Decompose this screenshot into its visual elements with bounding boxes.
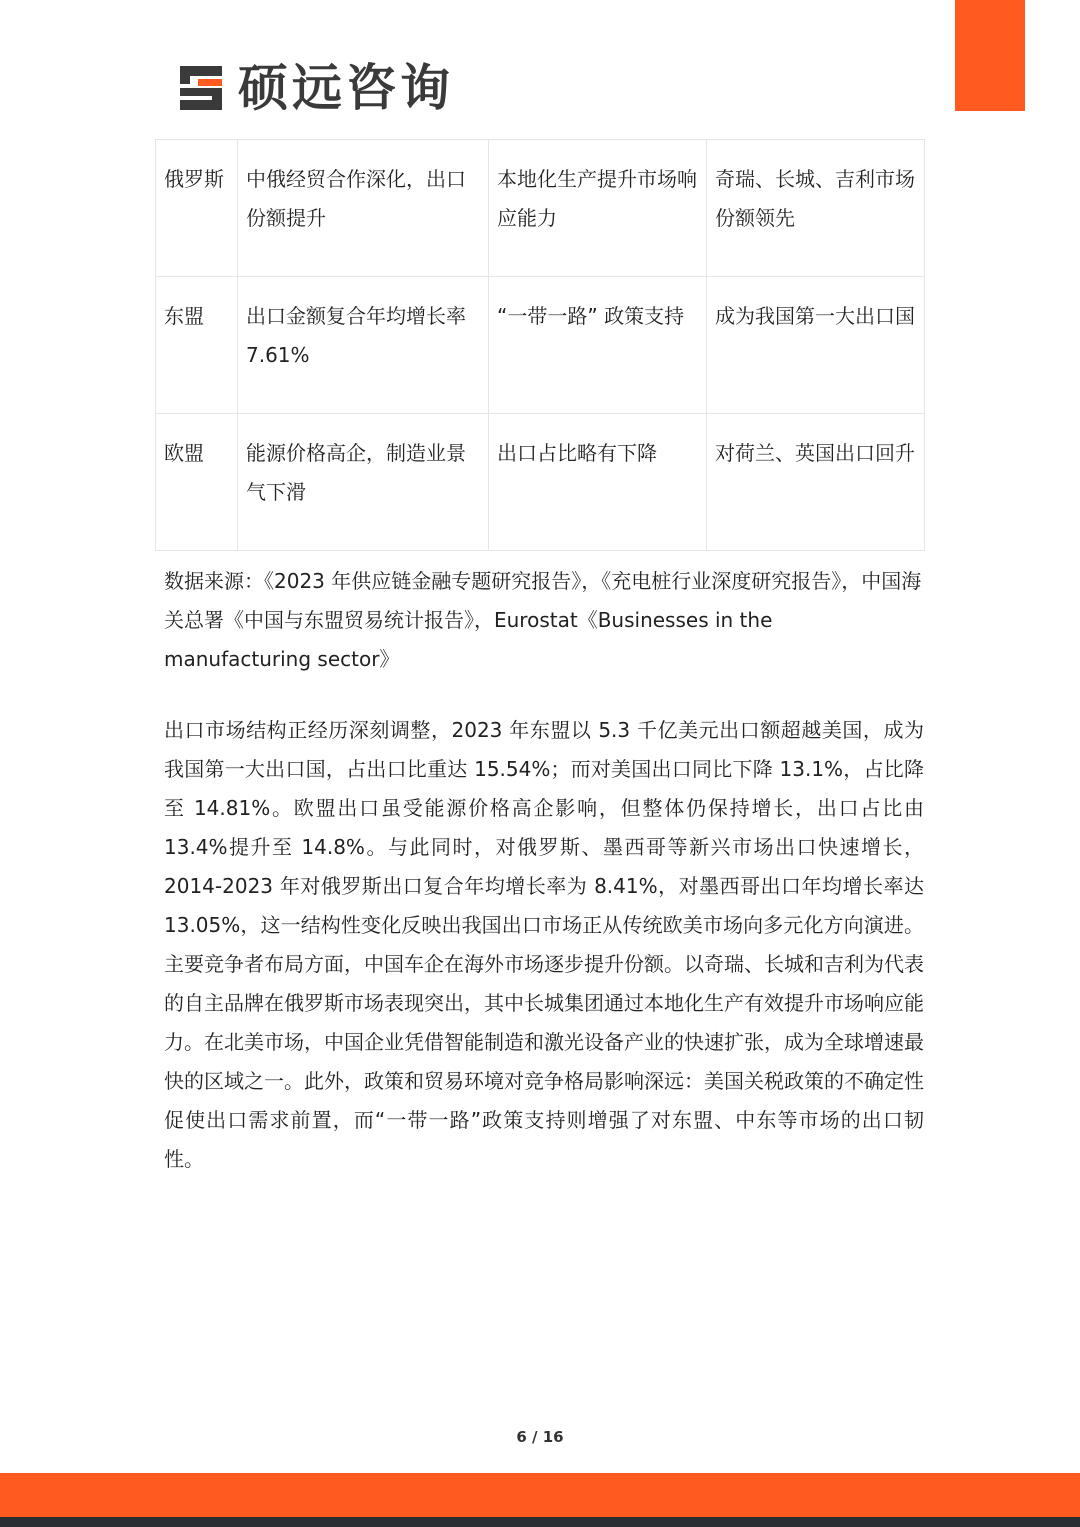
- table-row: [156, 277, 925, 414]
- table-cell: “一带一路” 政策支持: [489, 277, 707, 414]
- page-number: 6 / 16: [516, 1428, 564, 1446]
- table-cell: 出口占比略有下降: [489, 414, 707, 551]
- table-cell: 能源价格高企，制造业景气下滑: [238, 414, 489, 551]
- table-row: [156, 140, 925, 277]
- data-source-note: 数据来源：《2023 年供应链金融专题研究报告》，《充电桩行业深度研究报告》，中国海关总署《中国与东盟贸易统计报告》，Eurostat《Businesses in the manufacturing sector》: [164, 569, 922, 671]
- logo-text: 硕远咨询: [238, 59, 454, 117]
- footer-accent-bar: [0, 1473, 1080, 1517]
- body-paragraph: 出口市场结构正经历深刻调整，2023 年东盟以 5.3 千亿美元出口额超越美国，成为我国第一大出口国，占出口比重达 15.54%；而对美国出口同比下降 13.1%，占比降至 14.81%。欧盟出口虽受能源价格高企影响，但整体仍保持增长，出口占比由 13.4%提升至 14.8%。与此同时，对俄罗斯、墨西哥等新兴市场出口快速增长，2014-2023 年对俄罗斯出口复合年均增长率为 8.41%，对墨西哥出口年均增长率达 13.05%，这一结构性变化反映出我国出口市场正从传统欧美市场向多元化方向演进。主要竞争者布局方面，中国车企在海外市场逐步提升份额。以奇瑞、长城和吉利为代表的自主品牌在俄罗斯市场表现突出，其中长城集团通过本地化生产有效提升市场响应能力。在北美市场，中国企业凭借智能制造和激光设备产业的快速扩张，成为全球增速最快的区域之一。此外，政策和贸易环境对竞争格局影响深远：美国关税政策的不确定性促使出口需求前置，而“一带一路”政策支持则增强了对东盟、中东等市场的出口韧性。: [164, 718, 924, 1171]
- table-cell: 本地化生产提升市场响应能力: [489, 140, 707, 277]
- region-cell: 欧盟: [156, 414, 238, 551]
- table-cell: 成为我国第一大出口国: [707, 277, 925, 414]
- logo-mark-icon: [176, 62, 228, 114]
- table-cell: 出口金额复合年均增长率 7.61%: [238, 277, 489, 414]
- table-cell: 对荷兰、英国出口回升: [707, 414, 925, 551]
- footer-dark-strip: [0, 1517, 1080, 1527]
- region-cell: 东盟: [156, 277, 238, 414]
- table-cell: 中俄经贸合作深化，出口份额提升: [238, 140, 489, 277]
- market-comparison-table: [155, 139, 925, 551]
- region-cell: 俄罗斯: [156, 140, 238, 277]
- corner-accent-block: [955, 0, 1025, 111]
- table-cell: 奇瑞、长城、吉利市场份额领先: [707, 140, 925, 277]
- table-row: [156, 414, 925, 551]
- company-logo: [176, 58, 454, 118]
